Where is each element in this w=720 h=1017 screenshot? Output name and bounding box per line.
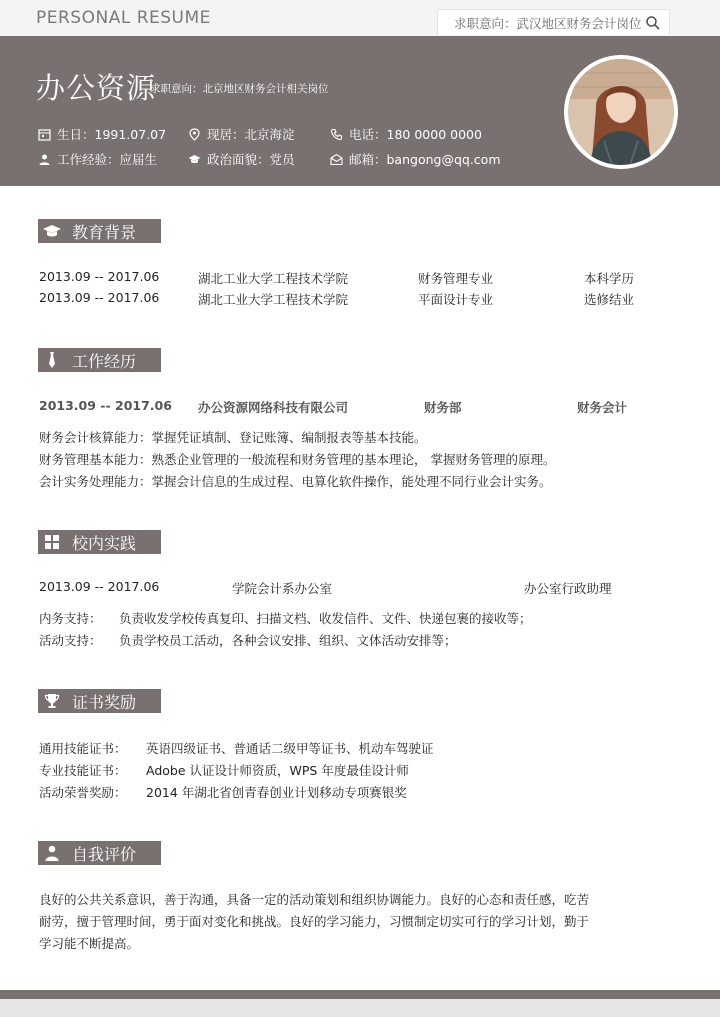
experience-text: 工作经验：应届生: [57, 152, 158, 167]
section-label: 校内实践: [72, 533, 137, 553]
residence-info: [188, 125, 295, 143]
education-major: 平面设计专业: [418, 292, 494, 307]
section-title-work: [38, 348, 161, 372]
campus-organization: 学院会计系办公室: [232, 581, 333, 596]
award-label: 通用技能证书：: [39, 741, 127, 756]
top-bar: [0, 0, 720, 36]
location-pin-icon: [188, 128, 201, 141]
self-eval-line: 耐劳，擅于管理时间，勇于面对变化和挑战。良好的学习能力，习惯制定切实可行的学习计划，勤于: [39, 914, 590, 929]
residence-text: 现居：北京海淀: [207, 127, 295, 142]
campus-item-label: 活动支持：: [39, 633, 102, 648]
self-eval-line: 学习能不断提高。: [39, 936, 140, 951]
education-period: 2013.09 -- 2017.06: [39, 269, 160, 284]
email-info: [330, 150, 501, 168]
award-text: 2014 年湖北省创青春创业计划移动专项赛银奖: [146, 785, 407, 800]
education-period: 2013.09 -- 2017.06: [39, 290, 160, 305]
campus-item-label: 内务支持：: [39, 611, 102, 626]
section-label: 证书奖励: [72, 692, 137, 712]
work-department: 财务部: [424, 400, 462, 415]
search-text: 求职意向：武汉地区财务会计岗位: [454, 16, 642, 31]
birthday-info: [38, 125, 166, 143]
section-label: 工作经历: [72, 351, 137, 371]
phone-info: [330, 125, 482, 143]
section-title-awards: [38, 689, 161, 713]
education-school: 湖北工业大学工程技术学院: [198, 292, 349, 307]
candidate-name: 办公资源: [36, 71, 157, 105]
person-icon: [42, 845, 62, 861]
section-label: 自我评价: [72, 844, 137, 864]
politics-text: 政治面貌：党员: [207, 152, 295, 167]
graduation-cap-icon: [188, 153, 201, 166]
award-label: 专业技能证书：: [39, 763, 127, 778]
work-company: 办公资源网络科技有限公司: [198, 400, 349, 415]
person-icon: [38, 153, 51, 166]
education-degree: 本科学历: [584, 271, 635, 286]
trophy-icon: [42, 693, 62, 709]
windows-icon: [42, 534, 62, 550]
brand-title: PERSONAL RESUME: [36, 8, 211, 28]
search-box[interactable]: [437, 9, 670, 35]
avatar: [564, 55, 678, 169]
work-detail: 财务会计核算能力：掌握凭证填制、登记账簿、编制报表等基本技能。: [39, 430, 427, 445]
education-major: 财务管理专业: [418, 271, 494, 286]
email-text: 邮箱：bangong@qq.com: [349, 152, 501, 167]
birthday-text: 生日：1991.07.07: [57, 127, 167, 142]
graduation-cap-icon: [42, 223, 62, 239]
job-intent: 求职意向：北京地区财务会计相关岗位: [150, 83, 329, 95]
footer-bar: [0, 990, 720, 999]
work-period: 2013.09 -- 2017.06: [39, 398, 172, 413]
profile-photo: [568, 59, 674, 165]
profile-header: [0, 36, 720, 186]
phone-text: 电话：180 0000 0000: [349, 127, 482, 142]
footer-background: [0, 999, 720, 1017]
award-label: 活动荣誉奖励：: [39, 785, 127, 800]
award-text: Adobe 认证设计师资质，WPS 年度最佳设计师: [146, 763, 409, 778]
search-icon[interactable]: [645, 15, 661, 31]
work-detail: 财务管理基本能力：熟悉企业管理的一般流程和财务管理的基本理论， 掌握财务管理的原理。: [39, 452, 556, 467]
tie-icon: [42, 352, 62, 368]
section-label: 教育背景: [72, 222, 137, 242]
campus-item-text: 负责收发学校传真复印、扫描文档、收发信件、文件、快递包裹的接收等；: [119, 611, 532, 626]
work-position: 财务会计: [577, 400, 628, 415]
section-title-self-evaluation: [38, 841, 161, 865]
work-detail: 会计实务处理能力：掌握会计信息的生成过程、电算化软件操作，能处理不同行业会计实务。: [39, 474, 552, 489]
education-degree: 选修结业: [584, 292, 635, 307]
section-title-campus: [38, 530, 161, 554]
campus-item-text: 负责学校员工活动，各种会议安排、组织、文体活动安排等；: [119, 633, 457, 648]
politics-info: [188, 150, 295, 168]
mail-icon: [330, 153, 343, 166]
self-eval-line: 良好的公共关系意识，善于沟通，具备一定的活动策划和组织协调能力。良好的心态和责任感，吃苦: [39, 892, 590, 907]
section-title-education: [38, 219, 161, 243]
campus-role: 办公室行政助理: [524, 581, 612, 596]
campus-period: 2013.09 -- 2017.06: [39, 579, 160, 594]
experience-info: [38, 150, 157, 168]
award-text: 英语四级证书、普通话二级甲等证书、机动车驾驶证: [146, 741, 434, 756]
education-school: 湖北工业大学工程技术学院: [198, 271, 349, 286]
calendar-icon: [38, 128, 51, 141]
phone-icon: [330, 128, 343, 141]
